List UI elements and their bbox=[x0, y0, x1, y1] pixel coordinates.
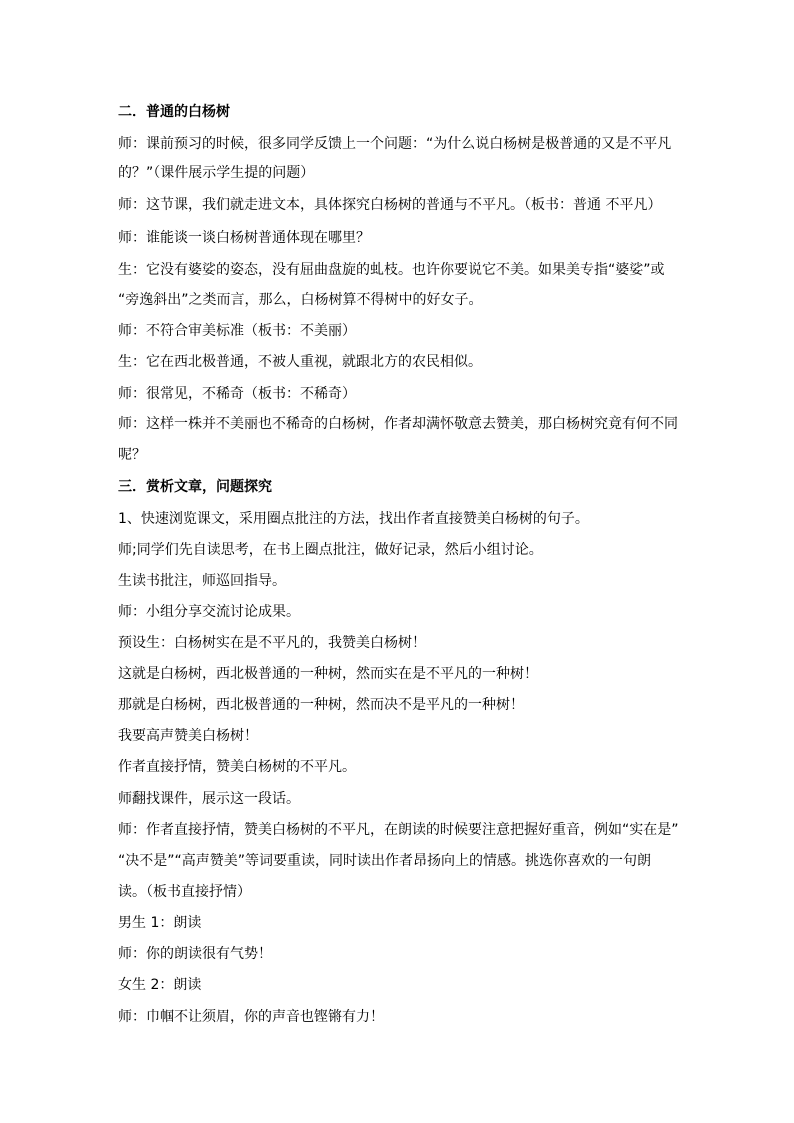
paragraph-line: 师翻找课件，展示这一段话。 bbox=[118, 791, 300, 807]
paragraph-line: 师：不符合审美标准（板书：不美丽） bbox=[118, 323, 356, 339]
paragraph-line: 预设生：白杨树实在是不平凡的，我赞美白杨树！ bbox=[118, 635, 426, 651]
paragraph-line: 师;同学们先自读思考，在书上圈点批注，做好记录，然后小组讨论。 bbox=[118, 542, 543, 558]
paragraph-line: 师：作者直接抒情，赞美白杨树的不平凡，在朗读的时候要注意把握好重音，例如“实在是” bbox=[118, 822, 679, 838]
paragraph-line: 我要高声赞美白杨树！ bbox=[118, 728, 258, 744]
paragraph-line: 师：这节课，我们就走进文本，具体探究白杨树的普通与不平凡。（板书：普通 不平凡） bbox=[118, 197, 662, 213]
paragraph-line: 读。（板书直接抒情） bbox=[118, 884, 251, 900]
section-heading-appreciation: 三．赏析文章，问题探究 bbox=[118, 479, 272, 495]
paragraph-line: 师：课前预习的时候，很多同学反馈上一个问题：“为什么说白杨树是极普通的又是不平凡 bbox=[118, 136, 672, 152]
paragraph-line: 男生 1：朗读 bbox=[118, 915, 202, 931]
paragraph-line: 这就是白杨树，西北极普通的一种树，然而实在是不平凡的一种树！ bbox=[118, 666, 538, 682]
paragraph-line: 女生 2：朗读 bbox=[118, 977, 202, 993]
paragraph-line: 师：谁能谈一谈白杨树普通体现在哪里？ bbox=[118, 230, 370, 246]
paragraph-line: “旁逸斜出”之类而言，那么，白杨树算不得树中的好女子。 bbox=[118, 292, 483, 308]
paragraph-line: 师：这样一株并不美丽也不稀奇的白杨树，作者却满怀敬意去赞美，那白杨树究竟有何不同 bbox=[118, 416, 678, 432]
paragraph-line: 生：它没有婆娑的姿态，没有屈曲盘旋的虬枝。也许你要说它不美。如果美专指“婆娑”或 bbox=[118, 262, 665, 278]
paragraph-line: 1、快速浏览课文，采用圈点批注的方法，找出作者直接赞美白杨树的句子。 bbox=[118, 511, 589, 527]
paragraph-line: 生：它在西北极普通，不被人重视，就跟北方的农民相似。 bbox=[118, 354, 482, 370]
paragraph-line: 的？”（课件展示学生提的问题） bbox=[118, 165, 315, 181]
paragraph-line: 师：你的朗读很有气势！ bbox=[118, 946, 272, 962]
paragraph-line: 师：小组分享交流讨论成果。 bbox=[118, 604, 300, 620]
paragraph-line: 师：很常见，不稀奇（板书：不稀奇） bbox=[118, 386, 356, 402]
paragraph-line: 那就是白杨树，西北极普通的一种树，然而决不是平凡的一种树！ bbox=[118, 697, 524, 713]
paragraph-line: 呢？ bbox=[118, 447, 146, 463]
paragraph-line: 生读书批注，师巡回指导。 bbox=[118, 573, 286, 589]
paragraph-line: “决不是”“高声赞美”等词要重读，同时读出作者昂扬向上的情感。挑选你喜欢的一句朗 bbox=[118, 853, 652, 869]
section-heading-ordinary-poplar: 二．普通的白杨树 bbox=[118, 104, 230, 120]
paragraph-line: 师：巾帼不让须眉，你的声音也铿锵有力！ bbox=[118, 1009, 384, 1025]
paragraph-line: 作者直接抒情，赞美白杨树的不平凡。 bbox=[118, 759, 356, 775]
